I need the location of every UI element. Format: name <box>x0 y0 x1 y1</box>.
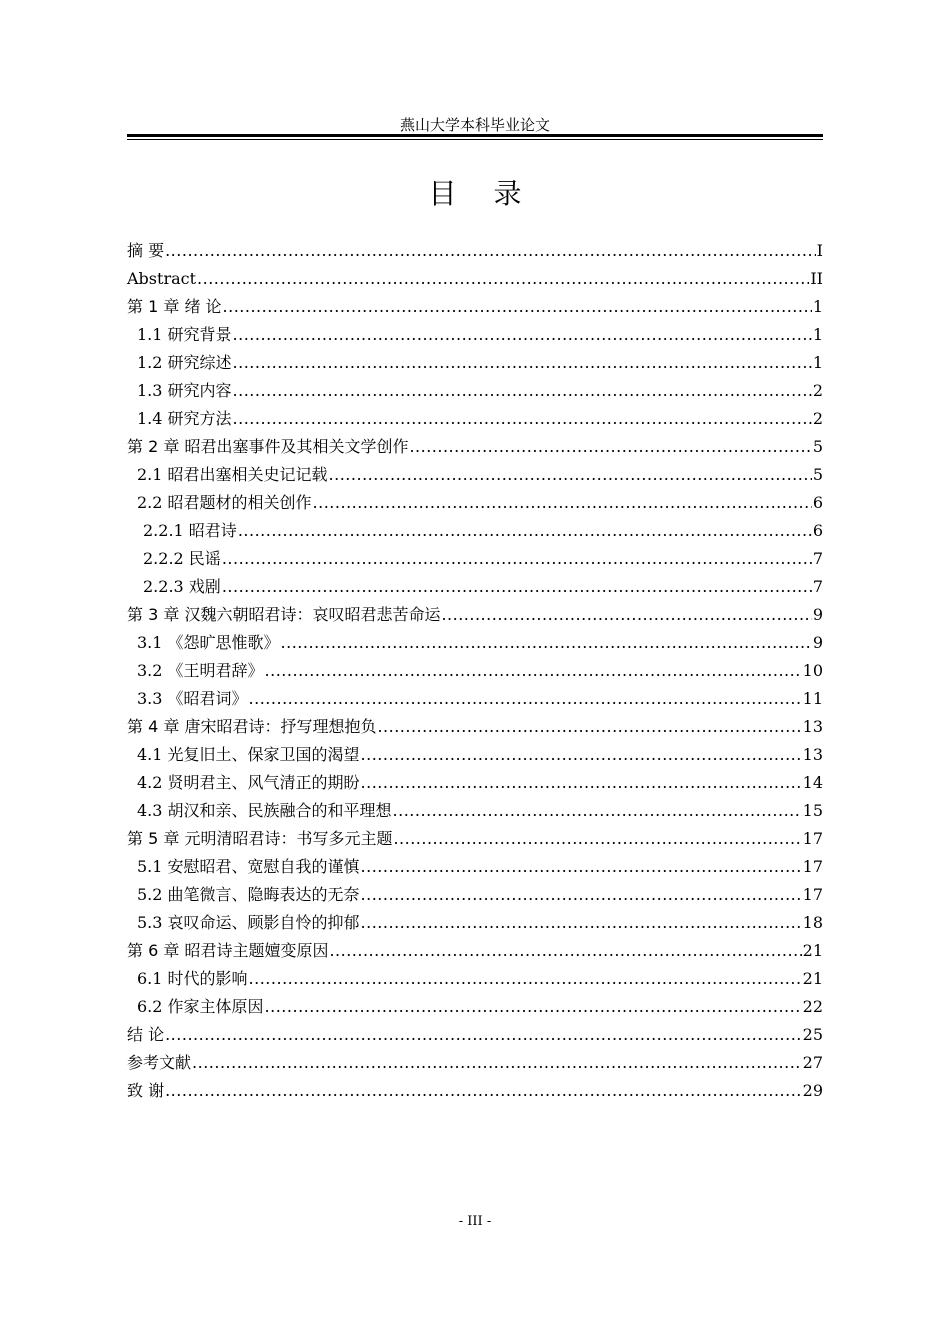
toc-entry-page: 5 <box>812 437 823 456</box>
toc-entry-page: 6 <box>812 521 823 540</box>
dot-leader <box>233 405 812 433</box>
toc-entry-label: 1.4 研究方法 <box>137 409 232 428</box>
toc-entry[interactable] <box>127 321 823 349</box>
dot-leader <box>329 461 812 489</box>
toc-entry-page: 7 <box>812 577 823 596</box>
toc-entry-label: 第 5 章 元明清昭君诗：书写多元主题 <box>127 829 393 848</box>
toc-entry-page: 29 <box>802 1081 823 1100</box>
toc-entry-page: 5 <box>812 465 823 484</box>
header-rule-thick <box>127 134 823 137</box>
dot-leader <box>165 237 816 265</box>
dot-leader <box>222 573 812 601</box>
dot-leader <box>249 685 802 713</box>
toc-entry[interactable] <box>127 349 823 377</box>
toc-entry-page: 1 <box>812 297 823 316</box>
toc-entry[interactable] <box>127 377 823 405</box>
toc-entry-label: 2.2.3 戏剧 <box>143 577 221 596</box>
toc-entry-page: 17 <box>802 857 823 876</box>
toc-entry-label: 4.3 胡汉和亲、民族融合的和平理想 <box>137 801 392 820</box>
dot-leader <box>265 657 802 685</box>
dot-leader <box>192 1049 802 1077</box>
running-header: 燕山大学本科毕业论文 <box>399 116 550 134</box>
dot-leader <box>265 993 802 1021</box>
toc-entry-page: 1 <box>812 353 823 372</box>
toc-entry-label: 5.1 安慰昭君、宽慰自我的谨慎 <box>137 857 360 876</box>
dot-leader <box>441 601 811 629</box>
toc-entry-label: 2.1 昭君出塞相关史记记载 <box>137 465 328 484</box>
toc-entry[interactable] <box>127 293 823 321</box>
toc-entry-page: 17 <box>802 885 823 904</box>
toc-entry-label: 2.2.2 民谣 <box>143 549 221 568</box>
toc-entry-page: 1 <box>812 325 823 344</box>
toc-entry-label: 2.2 昭君题材的相关创作 <box>137 493 312 512</box>
toc-entry-label: 参考文献 <box>127 1053 192 1072</box>
toc-entry[interactable] <box>127 881 823 909</box>
toc-entry-label: 3.3 《昭君词》 <box>137 689 248 708</box>
toc-entry[interactable] <box>127 517 823 545</box>
toc-entry[interactable] <box>127 405 823 433</box>
toc-entry-label: 3.1 《怨旷思惟歌》 <box>137 633 280 652</box>
toc-entry-label: Abstract <box>127 269 197 288</box>
toc-entry[interactable] <box>127 1049 823 1077</box>
table-of-contents <box>127 237 823 1105</box>
dot-leader <box>361 769 802 797</box>
toc-entry[interactable] <box>127 993 823 1021</box>
toc-entry[interactable] <box>127 909 823 937</box>
toc-entry-label: 结 论 <box>127 1025 165 1044</box>
dot-leader <box>329 937 801 965</box>
dot-leader <box>222 545 812 573</box>
dot-leader <box>393 825 801 853</box>
toc-entry-page: 27 <box>802 1053 823 1072</box>
toc-entry-page: 22 <box>802 997 823 1016</box>
dot-leader <box>233 377 812 405</box>
dot-leader <box>361 853 802 881</box>
toc-entry-page: 25 <box>802 1025 823 1044</box>
toc-entry[interactable] <box>127 965 823 993</box>
dot-leader <box>361 909 802 937</box>
toc-entry-page: 6 <box>812 493 823 512</box>
toc-entry-page: I <box>816 241 823 260</box>
toc-entry[interactable] <box>127 601 823 629</box>
toc-entry[interactable] <box>127 545 823 573</box>
toc-entry-label: 5.2 曲笔微言、隐晦表达的无奈 <box>137 885 360 904</box>
toc-entry[interactable] <box>127 741 823 769</box>
toc-entry-page: 9 <box>812 605 823 624</box>
toc-entry-label: 2.2.1 昭君诗 <box>143 521 237 540</box>
toc-entry[interactable] <box>127 1077 823 1105</box>
toc-entry[interactable] <box>127 629 823 657</box>
toc-entry[interactable] <box>127 713 823 741</box>
toc-entry-page: 14 <box>802 773 823 792</box>
toc-entry-label: 致 谢 <box>127 1081 165 1100</box>
dot-leader <box>361 741 802 769</box>
toc-entry-page: 21 <box>802 941 823 960</box>
toc-entry-label: 第 1 章 绪 论 <box>127 297 222 316</box>
toc-entry-label: 第 2 章 昭君出塞事件及其相关文学创作 <box>127 437 409 456</box>
toc-entry[interactable] <box>127 657 823 685</box>
toc-entry[interactable] <box>127 937 823 965</box>
toc-entry[interactable] <box>127 573 823 601</box>
dot-leader <box>393 797 802 825</box>
dot-leader <box>377 713 801 741</box>
dot-leader <box>223 293 812 321</box>
toc-entry-page: II <box>810 269 823 288</box>
toc-entry[interactable] <box>127 461 823 489</box>
toc-entry-label: 1.2 研究综述 <box>137 353 232 372</box>
dot-leader <box>281 629 812 657</box>
toc-entry[interactable] <box>127 433 823 461</box>
toc-entry-label: 3.2 《王明君辞》 <box>137 661 264 680</box>
toc-entry-page: 15 <box>802 801 823 820</box>
toc-entry-label: 第 3 章 汉魏六朝昭君诗：哀叹昭君悲苦命运 <box>127 605 441 624</box>
toc-entry-page: 10 <box>802 661 823 680</box>
toc-entry-page: 2 <box>812 381 823 400</box>
toc-entry[interactable] <box>127 685 823 713</box>
toc-entry-label: 6.1 时代的影响 <box>137 969 248 988</box>
dot-leader <box>165 1077 802 1105</box>
page-number: - III - <box>458 1214 492 1229</box>
toc-entry[interactable] <box>127 825 823 853</box>
toc-entry[interactable] <box>127 853 823 881</box>
toc-entry-page: 11 <box>802 689 823 708</box>
header-rule-thin <box>127 139 823 140</box>
toc-title: 目 录 <box>428 177 536 210</box>
toc-entry[interactable] <box>127 265 823 293</box>
toc-entry[interactable] <box>127 769 823 797</box>
toc-entry-page: 13 <box>802 745 823 764</box>
dot-leader <box>197 265 809 293</box>
toc-entry-page: 17 <box>802 829 823 848</box>
dot-leader <box>238 517 812 545</box>
toc-entry-label: 摘 要 <box>127 241 165 260</box>
toc-entry-page: 9 <box>812 633 823 652</box>
toc-entry-label: 4.2 贤明君主、风气清正的期盼 <box>137 773 360 792</box>
dot-leader <box>249 965 802 993</box>
toc-entry[interactable] <box>127 489 823 517</box>
toc-entry[interactable] <box>127 797 823 825</box>
toc-entry-page: 7 <box>812 549 823 568</box>
toc-entry-label: 4.1 光复旧土、保家卫国的渴望 <box>137 745 360 764</box>
toc-entry-label: 第 4 章 唐宋昭君诗：抒写理想抱负 <box>127 717 377 736</box>
dot-leader <box>361 881 802 909</box>
toc-entry-page: 21 <box>802 969 823 988</box>
toc-entry[interactable] <box>127 1021 823 1049</box>
dot-leader <box>409 433 811 461</box>
toc-entry-label: 5.3 哀叹命运、顾影自怜的抑郁 <box>137 913 360 932</box>
dot-leader <box>233 349 812 377</box>
toc-entry-page: 13 <box>802 717 823 736</box>
toc-entry-label: 1.3 研究内容 <box>137 381 232 400</box>
dot-leader <box>233 321 812 349</box>
toc-entry-page: 18 <box>802 913 823 932</box>
toc-entry-page: 2 <box>812 409 823 428</box>
toc-entry-label: 第 6 章 昭君诗主题嬗变原因 <box>127 941 329 960</box>
toc-entry[interactable] <box>127 237 823 265</box>
toc-entry-label: 6.2 作家主体原因 <box>137 997 264 1016</box>
toc-entry-label: 1.1 研究背景 <box>137 325 232 344</box>
dot-leader <box>165 1021 802 1049</box>
dot-leader <box>313 489 812 517</box>
